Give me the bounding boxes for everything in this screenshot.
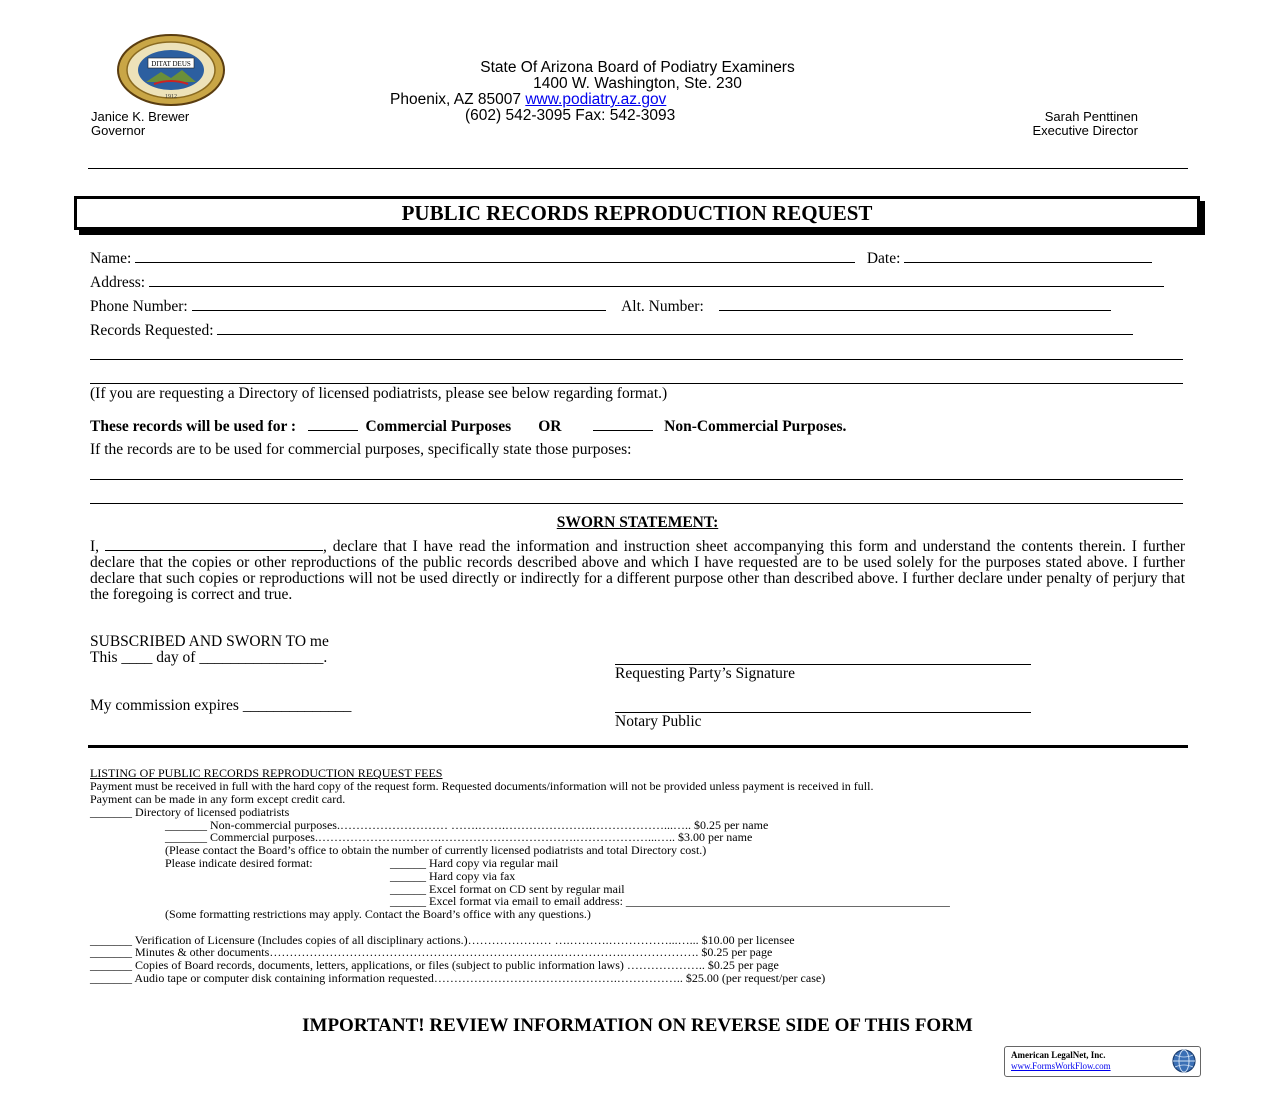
governor-block <box>91 110 189 137</box>
name-field[interactable] <box>135 250 855 263</box>
phone-field[interactable] <box>192 298 606 311</box>
format-option-cd[interactable]: ______ Excel format on CD sent by regular mail <box>390 882 625 896</box>
format-option-email[interactable]: ______ Excel format via email to email address: ______________________________________________________ <box>390 894 950 908</box>
format-option-fax[interactable]: ______ Hard copy via fax <box>390 869 516 883</box>
restrictions-note: (Some formatting restrictions may apply. Contact the Board’s office with any questions.) <box>165 907 591 921</box>
org-address: 1400 W. Washington, Ste. 230 <box>533 75 742 92</box>
signature-label: Requesting Party’s Signature <box>615 665 795 682</box>
commission-text: My commission expires ______________ <box>90 697 352 714</box>
website-link[interactable]: www.podiatry.az.gov <box>525 91 667 108</box>
important-notice: IMPORTANT! REVIEW INFORMATION ON REVERSE SIDE OF THIS FORM <box>302 1015 973 1036</box>
notary-label: Notary Public <box>615 713 702 730</box>
records-field[interactable] <box>217 322 1133 335</box>
commercial-option: Commercial Purposes <box>365 418 512 435</box>
fee-audio: _______ Audio tape or computer disk containing information requested……………………………………….…………….. $25.00 (per request/per case) <box>90 971 826 985</box>
phone-row <box>90 298 1111 315</box>
header-divider <box>88 168 1188 169</box>
org-name: State Of Arizona Board of Podiatry Examiners <box>480 59 795 76</box>
records-label: Records Requested: <box>90 322 214 339</box>
records-line-2[interactable] <box>90 359 1183 360</box>
address-row <box>90 274 1164 291</box>
fee-directory: _______ Directory of licensed podiatrists <box>90 805 290 819</box>
fee-copies: _______ Copies of Board records, documents, letters, applications, or files (subject to public information laws) ……………….. $0.25 per page <box>90 958 779 972</box>
globe-icon <box>1171 1048 1197 1074</box>
org-city: Phoenix, AZ 85007 <box>390 91 521 108</box>
director-block <box>1002 110 1138 137</box>
governor-name: Janice K. Brewer <box>91 109 190 124</box>
address-field[interactable] <box>149 274 1164 287</box>
subscribed-text: SUBSCRIBED AND SWORN TO me <box>90 633 329 650</box>
noncommercial-check-field[interactable] <box>593 418 653 431</box>
format-option-mail[interactable]: ______ Hard copy via regular mail <box>390 856 559 870</box>
date-label: Date: <box>866 250 901 267</box>
badge-company: American LegalNet, Inc. <box>1011 1050 1106 1060</box>
payment-full-text: Payment must be received in full with the hard copy of the request form. Requested documents/information will not be provided unless payment is received in full. <box>90 779 874 793</box>
alt-number-field[interactable] <box>719 298 1111 311</box>
purpose-row <box>90 418 846 435</box>
director-title: Executive Director <box>1032 122 1138 138</box>
or-text: OR <box>538 418 562 435</box>
declarant-name-field[interactable] <box>105 538 323 551</box>
org-phone: (602) 542-3095 Fax: 542-3093 <box>465 107 676 124</box>
format-label: Please indicate desired format: <box>165 856 313 870</box>
address-label: Address: <box>90 274 146 291</box>
phone-label: Phone Number: <box>90 298 188 315</box>
form-title: PUBLIC RECORDS REPRODUCTION REQUEST <box>74 196 1200 230</box>
svg-text:DITAT DEUS: DITAT DEUS <box>151 60 191 68</box>
purpose-label: These records will be used for : <box>90 418 297 435</box>
name-row <box>90 250 1152 267</box>
commercial-purpose-line-2[interactable] <box>90 503 1183 504</box>
records-row <box>90 322 1133 339</box>
sworn-text: , declare that I have read the information and instruction sheet accompanying this form and understand the contents therein. I further declare that the copies or other reproductions of the public records described above and which I have requested are to be used solely for the purposes stated above. I further declare that such copies or reproductions will not be used directly or indirectly for a different purpose other than described above. I further declare under penalty of perjury that the foregoing is correct and true. <box>90 538 1185 603</box>
org-city-web <box>390 92 666 108</box>
sworn-start: I, <box>90 538 100 555</box>
commercial-instruction: If the records are to be used for commercial purposes, specifically state those purposes: <box>90 441 632 458</box>
alt-number-label: Alt. Number: <box>621 298 704 315</box>
commercial-purpose-line-1[interactable] <box>90 479 1183 480</box>
sworn-paragraph <box>90 538 1185 603</box>
fee-noncommercial: _______ Non-commercial purposes.……………………… …….…….………………….………………...….. $0.25 per name <box>165 818 769 832</box>
directory-note: (If you are requesting a Directory of licensed podiatrists, please see below regarding format.) <box>90 385 668 402</box>
records-line-3[interactable] <box>90 383 1183 384</box>
this-day-text: This ____ day of ________________. <box>90 649 328 666</box>
section-divider <box>88 745 1188 748</box>
date-field[interactable] <box>904 250 1152 263</box>
fee-verification: _______ Verification of Licensure (Includes copies of all disciplinary actions.)………………… ….……….……………...…... $10.00 per licensee <box>90 933 795 947</box>
fees-heading: LISTING OF PUBLIC RECORDS REPRODUCTION REQUEST FEES <box>90 766 443 780</box>
fee-commercial: _______ Commercial purposes.………………………….…………………………….………………...….. $3.00 per name <box>165 830 753 844</box>
badge-url[interactable]: www.FormsWorkFlow.com <box>1011 1061 1111 1071</box>
svg-text:1912: 1912 <box>165 94 177 100</box>
legalnet-badge[interactable] <box>1004 1046 1201 1077</box>
director-name: Sarah Penttinen <box>1044 109 1138 124</box>
sworn-heading: SWORN STATEMENT: <box>556 514 719 531</box>
name-label: Name: <box>90 250 132 267</box>
contact-note: (Please contact the Board’s office to obtain the number of currently licensed podiatrists and total Directory cost.) <box>165 843 707 857</box>
payment-form-text: Payment can be made in any form except credit card. <box>90 792 346 806</box>
commercial-check-field[interactable] <box>308 418 358 431</box>
fee-minutes: _______ Minutes & other documents……………………………………………………………….…………….………………. $0.25 per page <box>90 945 773 959</box>
governor-title: Governor <box>91 122 146 138</box>
noncommercial-option: Non-Commercial Purposes. <box>664 418 847 435</box>
